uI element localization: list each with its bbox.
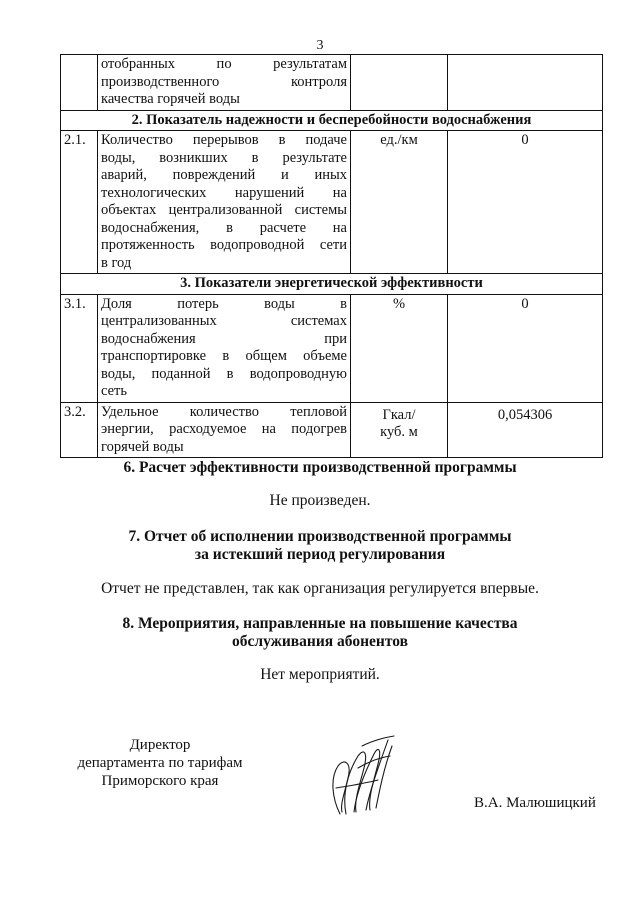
desc-line: водоснабжения, в расчете на — [101, 219, 347, 236]
desc-line: водоснабжения при — [101, 330, 347, 347]
row-number: 2.1. — [61, 131, 98, 274]
row-unit: % — [351, 294, 448, 402]
row-value — [448, 55, 603, 111]
section-8-text: Нет мероприятий. — [260, 666, 380, 683]
desc-line: аварий, повреждений и иных — [101, 167, 347, 183]
handwritten-signature-icon — [318, 728, 398, 820]
row-value: 0 — [448, 294, 603, 402]
row-value: 0,054306 — [448, 402, 603, 458]
table-row — [61, 55, 603, 111]
position-line: Приморского края — [101, 773, 219, 789]
unit-line: куб. м — [380, 424, 418, 440]
desc-line: горячей воды — [101, 438, 184, 455]
row-description — [98, 55, 351, 111]
desc-line: централизованных системах — [101, 313, 347, 329]
row-unit — [351, 402, 448, 458]
section-7-title-line2: за истекший период регулирования — [194, 546, 446, 563]
table-row — [61, 294, 603, 402]
indicators-table — [60, 54, 603, 458]
signatory-position — [60, 736, 260, 790]
position-line: Директор — [129, 737, 191, 753]
row-description — [98, 131, 351, 274]
desc-line: объектах централизованной системы — [101, 202, 347, 218]
desc-line: энергии, расходуемое на подогрев — [101, 421, 347, 437]
page-number: 3 — [316, 38, 324, 53]
desc-line: воды, возникших в результате — [101, 149, 347, 166]
desc-line: производственного контроля — [101, 73, 347, 90]
section-header-row — [61, 274, 603, 295]
row-description — [98, 402, 351, 458]
desc-line: протяженность водопроводной сети — [101, 237, 347, 253]
desc-line: транспортировке в общем объеме — [101, 348, 347, 364]
section-header-row — [61, 110, 603, 131]
unit-line: Гкал/ — [382, 406, 416, 423]
row-number — [61, 55, 98, 111]
desc-line: Доля потерь воды в — [101, 295, 347, 312]
section-2-header: 2. Показатель надежности и бесперебойности водоснабжения — [61, 110, 603, 131]
row-number: 3.1. — [61, 294, 98, 402]
section-3-header: 3. Показатели энергетической эффективности — [61, 274, 603, 295]
row-unit: ед./км — [351, 131, 448, 274]
desc-line: технологических нарушений на — [101, 184, 347, 201]
desc-line: отобранных по результатам — [101, 56, 347, 72]
desc-line: сеть — [101, 383, 127, 399]
table-row — [61, 131, 603, 274]
desc-line: Количество перерывов в подаче — [101, 132, 347, 148]
section-6-title: 6. Расчет эффективности производственной программы — [123, 459, 517, 476]
row-unit — [351, 55, 448, 111]
table-row — [61, 402, 603, 458]
row-value: 0 — [448, 131, 603, 274]
row-description — [98, 294, 351, 402]
desc-line: качества горячей воды — [101, 91, 240, 107]
desc-line: воды, поданной в водопроводную — [101, 365, 347, 382]
section-6-text: Не произведен. — [269, 492, 371, 509]
section-7-text: Отчет не представлен, так как организация регулируется впервые. — [101, 580, 539, 597]
desc-line: в год — [101, 254, 132, 271]
position-line: департамента по тарифам — [77, 755, 243, 771]
row-number: 3.2. — [61, 402, 98, 458]
section-8-title-line2: обслуживания абонентов — [232, 633, 408, 650]
section-8-title-line1: 8. Мероприятия, направленные на повышение качества — [122, 615, 518, 632]
desc-line: Удельное количество тепловой — [101, 403, 347, 420]
section-7-title-line1: 7. Отчет об исполнении производственной программы — [128, 528, 512, 545]
signatory-name: В.А. Малюшицкий — [474, 795, 596, 811]
